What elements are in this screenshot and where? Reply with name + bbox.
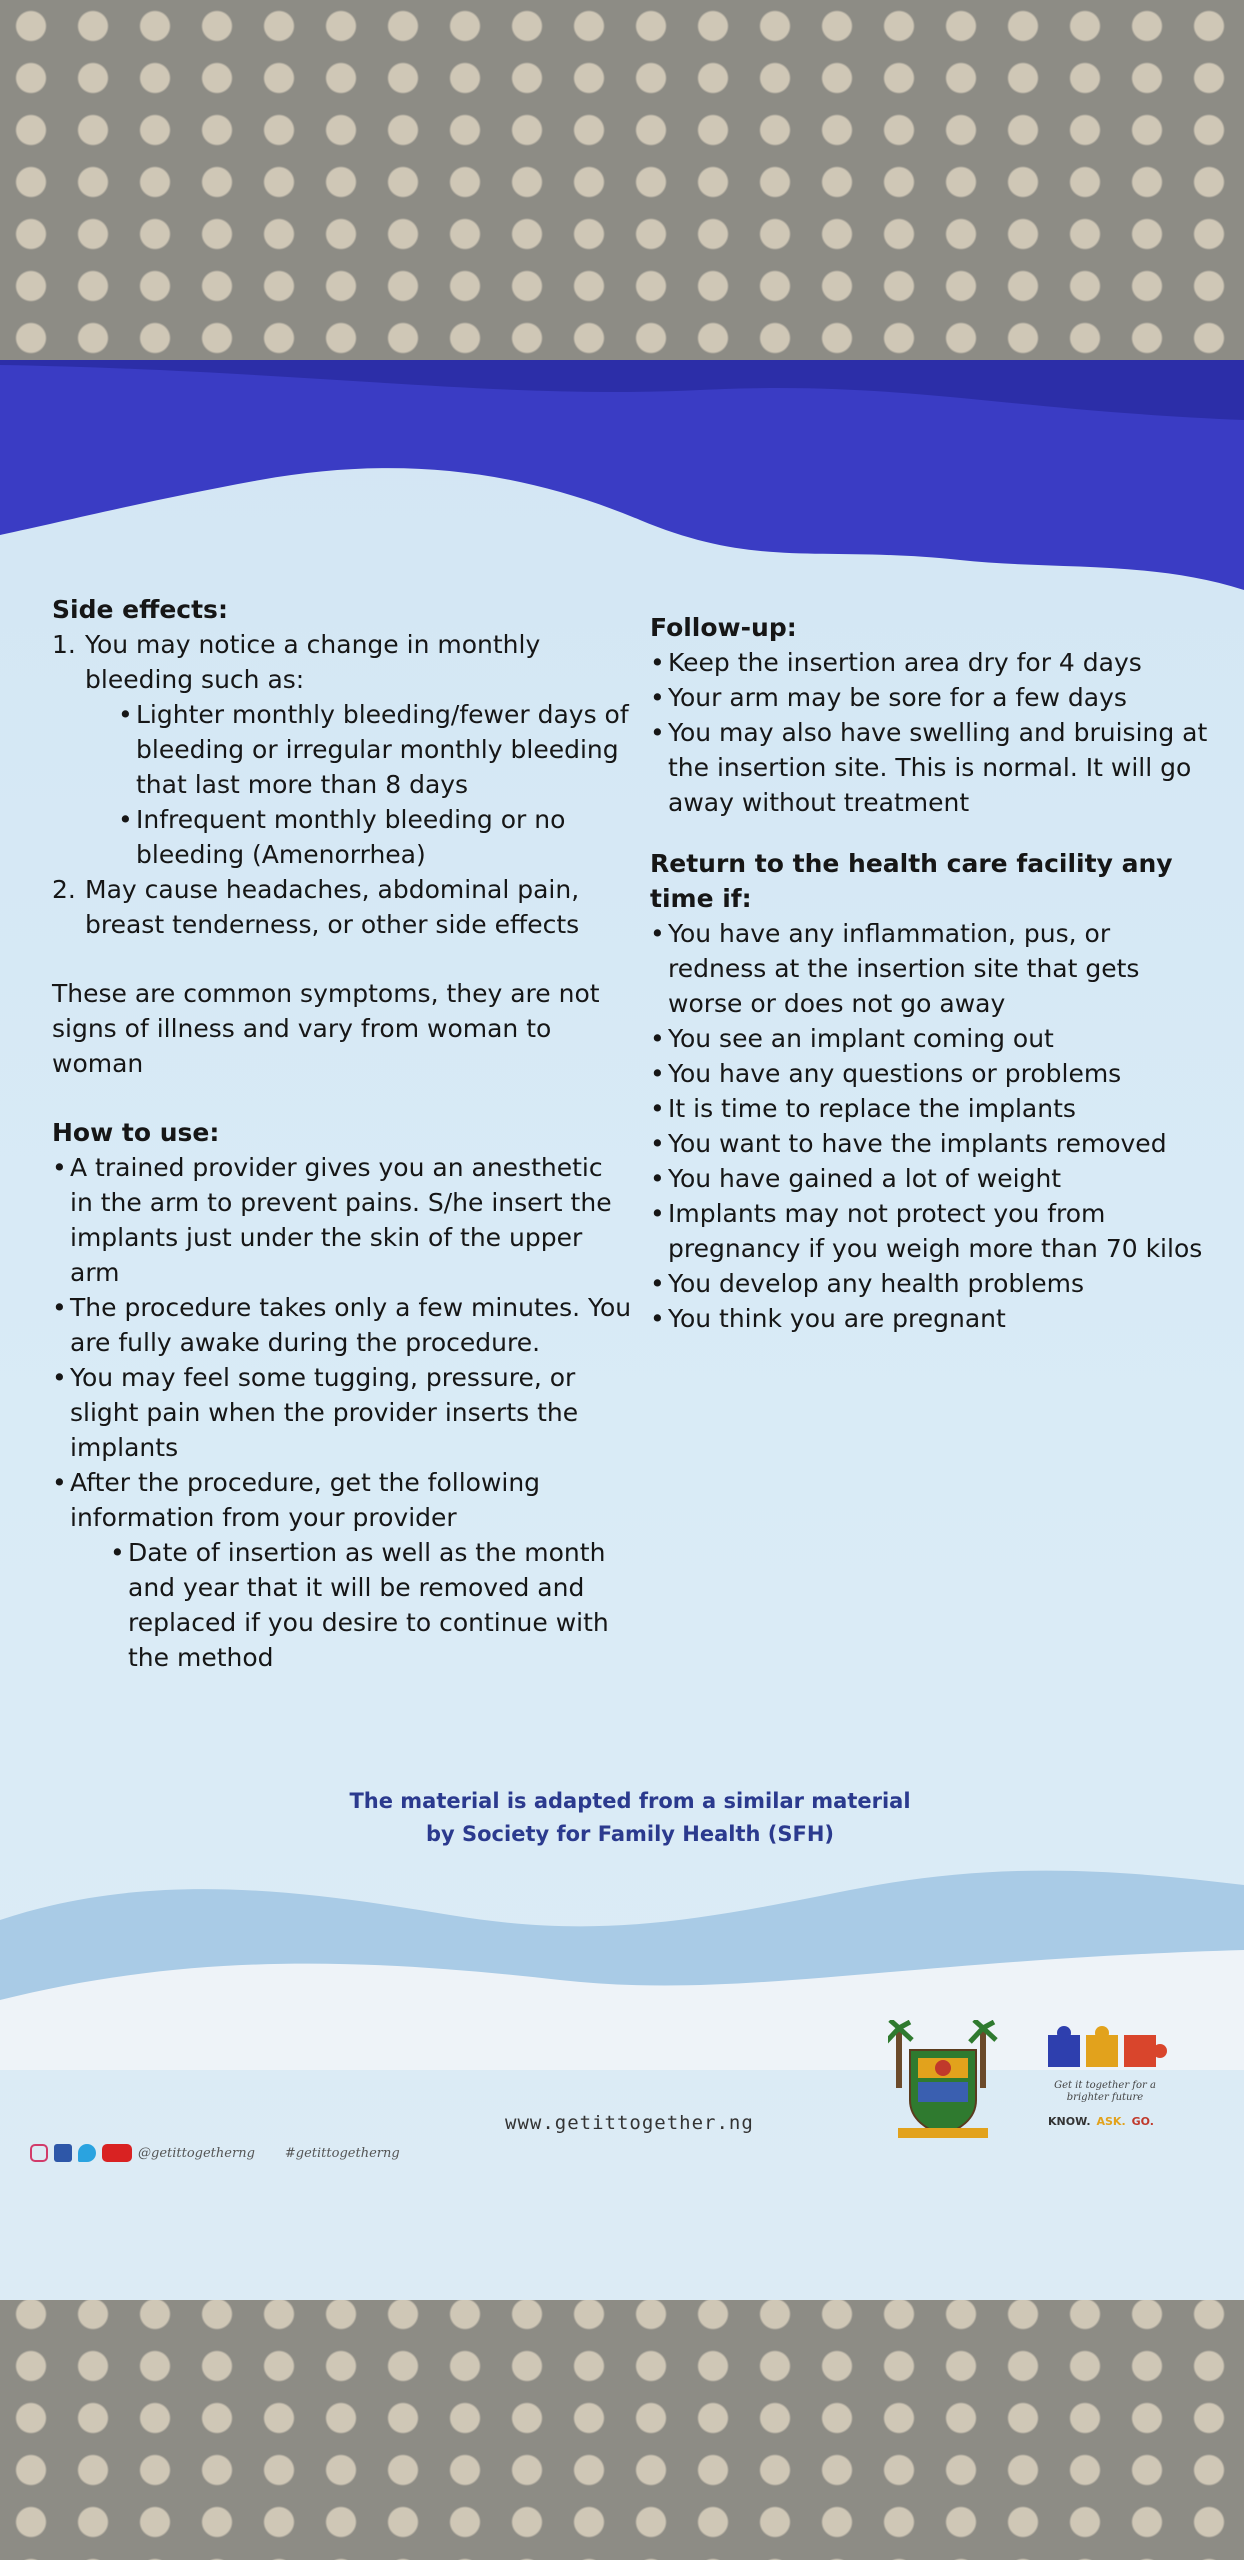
left-column [52,592,632,1675]
list-item: • You want to have the implants removed [650,1126,1210,1161]
list-item: • Date of insertion as well as the month and year that it will be removed and replaced if you desire to continue with the method [110,1535,632,1675]
list-item: • Lighter monthly bleeding/fewer days of bleeding or irregular monthly bleeding that last more than 8 days [118,697,632,802]
motto [1048,2115,1178,2128]
list-item: • You have gained a lot of weight [650,1161,1210,1196]
follow-up-heading: Follow-up: [650,613,797,642]
how-to-use-sublist [52,1535,632,1675]
puzzle-logo [1040,2025,1170,2075]
list-item: • You develop any health problems [650,1266,1210,1301]
hashtag: #getittogetherng [284,2145,400,2161]
tagline: Get it together for a brighter future [1054,2080,1156,2103]
list-item: • Keep the insertion area dry for 4 days [650,645,1210,680]
return-heading: Return to the health care facility any time if: [650,849,1173,913]
youtube-icon[interactable] [102,2144,132,2162]
twitter-icon[interactable] [78,2144,96,2162]
social-row [30,2138,430,2168]
list-item: • The procedure takes only a few minutes. You are fully awake during the procedure. [52,1290,632,1360]
right-column [650,610,1210,1336]
list-item: • It is time to replace the implants [650,1091,1210,1126]
list-item: • You have any questions or problems [650,1056,1210,1091]
side-effect-item-2 [52,872,632,942]
list-item: • You may also have swelling and bruising at the insertion site. This is normal. It will go away without treatment [650,715,1210,820]
list-item: • You think you are pregnant [650,1301,1210,1336]
list-item: • Infrequent monthly bleeding or no bleeding (Amenorrhea) [118,802,632,872]
social-handle: @getittogetherng [138,2145,255,2161]
website-link[interactable]: www.getittogether.ng [505,2112,754,2134]
list-item: • You may feel some tugging, pressure, or slight pain when the provider inserts the implants [52,1360,632,1465]
side-effect-sublist [52,697,632,872]
credit-line-1: The material is adapted from a similar material [349,1789,911,1813]
motto-ask: ASK. [1096,2115,1126,2128]
credit-line-2: by Society for Family Health (SFH) [425,1822,835,1846]
list-item: • You see an implant coming out [650,1021,1210,1056]
item-number: 2. [52,875,76,904]
list-item: • You have any inflammation, pus, or redness at the insertion site that gets worse or does not go away [650,916,1210,1021]
side-effect-item-1 [52,627,632,697]
instagram-icon[interactable] [30,2144,48,2162]
list-item: • Your arm may be sore for a few days [650,680,1210,715]
state-crest-logo [888,2020,998,2145]
common-symptoms-note: These are common symptoms, they are not signs of illness and vary from woman to woman [52,979,600,1078]
list-item: • Implants may not protect you from pregnancy if you weigh more than 70 kilos [650,1196,1210,1266]
list-item: • A trained provider gives you an anesthetic in the arm to prevent pains. S/he insert the implants just under the skin of the upper arm [52,1150,632,1290]
side-effect-text: May cause headaches, abdominal pain, breast tenderness, or other side effects [85,875,580,939]
side-effects-heading: Side effects: [52,595,228,624]
item-number: 1. [52,630,76,659]
motto-go: GO. [1131,2115,1154,2128]
list-item: • After the procedure, get the following information from your provider [52,1465,632,1535]
leaflet [0,360,1244,2300]
facebook-icon[interactable] [54,2144,72,2162]
motto-know: KNOW. [1048,2115,1091,2128]
how-to-use-heading: How to use: [52,1118,220,1147]
side-effect-text: You may notice a change in monthly bleeding such as: [85,630,541,694]
